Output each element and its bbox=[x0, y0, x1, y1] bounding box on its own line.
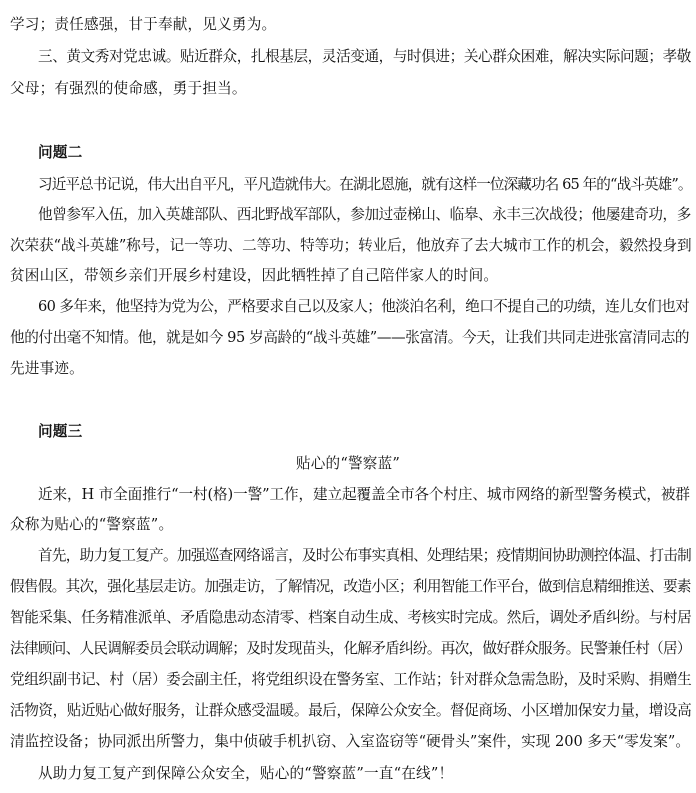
text-line: 父母；有强烈的使命感，勇于担当。 bbox=[10, 80, 247, 97]
text-line: 党组织副书记、村（居）委会副主任，将党组织设在警务室、工作站；针对群众急需急盼，及时采购、捐赠生 bbox=[10, 671, 692, 688]
text-line: 60 多年来，他坚持为党为公，严格要求自己以及家人；他淡泊名利，绝口不提自己的功绩，连儿女们也对 bbox=[38, 298, 690, 315]
text-line: 习近平总书记说，伟大出自平凡，平凡造就伟大。在湖北恩施，就有这样一位深藏功名 65 年的“战斗英雄”。 bbox=[38, 176, 692, 193]
section-heading-q3: 问题三 bbox=[38, 423, 83, 440]
text-line: 活物资，贴近贴心做好服务，让群众感受温暖。最后，保障公众安全。督促商场、小区增加保安力量，增设高 bbox=[10, 702, 692, 719]
text-line: 众称为贴心的“警察蓝”。 bbox=[10, 516, 174, 533]
text-line: 法律顾问、人民调解委员会联动调解；及时发现苗头，化解矛盾纠纷。再次，做好群众服务。民警兼任村（居） bbox=[10, 640, 691, 657]
text-line: 近来，H 市全面推行“一村(格)一警”工作，建立起覆盖全市各个村庄、城市网络的新型警务模式，被群 bbox=[38, 486, 690, 503]
section-heading-q2: 问题二 bbox=[38, 144, 83, 161]
text-line: 三、黄文秀对党忠诚。贴近群众，扎根基层，灵活变通，与时俱进；关心群众困难，解决实际问题；孝敬 bbox=[38, 48, 691, 65]
text-line: 假售假。其次，强化基层走访。加强走访，了解情况，改造小区；利用智能工作平台，做到信息精细推送、要素 bbox=[10, 578, 691, 595]
text-line: 从助力复工复产到保障公众安全，贴心的“警察蓝”一直“在线”！ bbox=[38, 765, 454, 782]
text-line: 次荣获“战斗英雄”称号，记一等功、二等功、特等功；转业后，他放弃了去大城市工作的机会，毅然投身到 bbox=[10, 237, 692, 254]
text-line: 贫困山区，带领乡亲们开展乡村建设，因此牺牲掉了自己陪伴家人的时间。 bbox=[10, 267, 499, 284]
text-line: 智能采集、任务精准派单、矛盾隐患动态清零、档案自动生成、考核实时完成。然后，调处矛盾纠纷。与村居 bbox=[10, 609, 692, 626]
text-line: 学习；责任感强，甘于奉献，见义勇为。 bbox=[10, 16, 277, 33]
text-line: 他曾参军入伍，加入英雄部队、西北野战军部队，参加过壶梯山、临皋、永丰三次战役；他屡建奇功，多 bbox=[38, 206, 691, 223]
text-line: 他的付出毫不知情。他，就是如今 95 岁高龄的“战斗英雄”——张富清。今天，让我们共同走进张富清同志的 bbox=[10, 329, 690, 346]
text-line: 清监控设备；协同派出所警力，集中侦破手机扒窃、入室盗窃等“硬骨头”案件，实现 200 多天“零发案”。 bbox=[10, 733, 690, 750]
text-line: 首先，助力复工复产。加强巡查网络谣言，及时公布事实真相、处理结果；疫情期间协助测控体温、打击制 bbox=[38, 547, 692, 564]
article-title: 贴心的“警察蓝” bbox=[295, 455, 401, 472]
text-line: 先进事迹。 bbox=[10, 360, 84, 377]
